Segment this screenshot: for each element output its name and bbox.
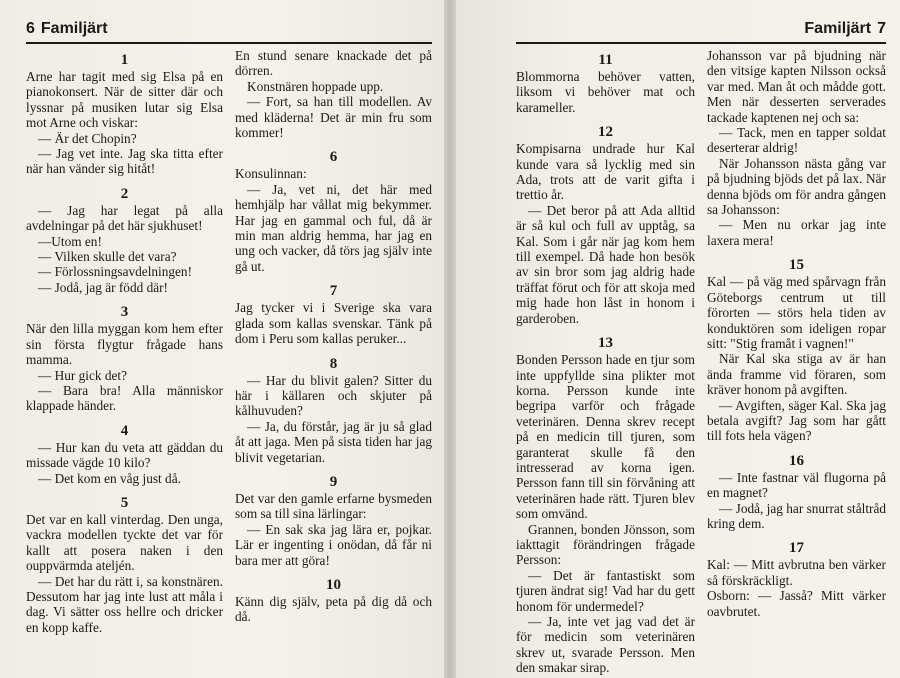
- paragraph: — Det har du rätt i, sa konstnären. Dessutom har jag inte lust att måla i dag. Vi sätter oss hellre och dricker en kopp kaffe.: [26, 573, 223, 635]
- paragraph: Jag tycker vi i Sverige ska vara glada som kallas svenskar. Tänk på dom i Peru som kallas peruker...: [235, 300, 432, 347]
- running-title: Familjärt: [804, 20, 872, 37]
- joke-number: 5: [120, 494, 129, 511]
- paragraph: —Utom en!: [38, 233, 102, 249]
- joke-number: 16: [789, 452, 804, 469]
- joke-section: [26, 422, 223, 486]
- text-columns: [26, 48, 432, 643]
- paragraph: — Jodå, jag är född där!: [38, 279, 168, 295]
- joke-section: [26, 303, 223, 413]
- paragraph: — Det kom en våg just då.: [38, 470, 181, 486]
- joke-number: 17: [789, 540, 804, 557]
- paragraph: — En sak ska jag lära er, pojkar. Lär er ingenting i onödan, då får ni bara mer att göra!: [235, 521, 432, 568]
- joke-section: [235, 148, 432, 274]
- paragraph: — Hur kan du veta att gäddan du missade vägde 10 kilo?: [26, 439, 223, 471]
- header-rule: [26, 42, 432, 44]
- paragraph: Konstnären hoppade upp.: [247, 78, 384, 94]
- text-column: [26, 48, 223, 643]
- paragraph: Arne har tagit med sig Elsa på en pianokonsert. När de sitter där och lyssnar på musiken lutar sig Elsa mot Arne och viskar:: [26, 69, 223, 131]
- book-gutter: [444, 0, 456, 678]
- joke-number: 8: [329, 355, 338, 372]
- paragraph: — Inte fastnar väl flugorna på en magnet?: [707, 469, 886, 501]
- joke-number: 10: [326, 576, 341, 593]
- joke-section: [707, 452, 886, 532]
- text-column: [516, 48, 695, 678]
- paragraph: — Är det Chopin?: [38, 130, 137, 146]
- paragraph: — Jag har legat på alla avdelningar på det här sjukhuset!: [26, 202, 223, 234]
- text-column: [235, 48, 432, 643]
- joke-number: 1: [120, 52, 129, 68]
- page-number: 6: [26, 20, 35, 37]
- paragraph: — Bara bra! Alla människor klappade händer.: [26, 382, 223, 414]
- paragraph: — Vilken skulle det vara?: [38, 249, 177, 265]
- paragraph: Blommorna behöver vatten, liksom vi behöver mat och karameller.: [516, 69, 695, 115]
- joke-number: 4: [120, 422, 129, 439]
- paragraph: När Kal ska stiga av är han ända framme vid föraren, som kräver honom på avgiften.: [707, 351, 886, 398]
- paragraph: — Men nu orkar jag inte laxera mera!: [707, 217, 886, 248]
- paragraph: Det var en kall vinterdag. Den unga, vackra modellen tyckte det var för kallt att posera naken i den ouppvärmda ateljén.: [26, 511, 223, 574]
- page-header: [516, 20, 886, 40]
- joke-section: [707, 48, 886, 248]
- paragraph: Grannen, bonden Jönsson, som iakttagit förändringen frågade Persson:: [516, 521, 695, 568]
- joke-section: [707, 539, 886, 619]
- joke-number: 6: [329, 149, 338, 166]
- paragraph: En stund senare knackade det på dörren.: [235, 48, 432, 79]
- paragraph: — Avgiften, säger Kal. Ska jag betala avgift? Jag som har gått till fots hela vägen?: [707, 397, 886, 444]
- page-number: 7: [877, 20, 886, 37]
- paragraph: — Jag vet inte. Jag ska titta efter när han vänder sig hitåt!: [26, 146, 223, 177]
- paragraph: — Det är fantastiskt som tjuren ändrat sig! Vad har du gett honom för undermedel?: [516, 567, 695, 614]
- running-title: Familjärt: [40, 20, 108, 37]
- paragraph: Kompisarna undrade hur Kal kunde vara så lycklig med sin Ada, trots att de varit gifta i trettio år.: [516, 141, 695, 203]
- paragraph: När den lilla myggan kom hem efter sin första flygtur frågade hans mamma.: [26, 321, 223, 368]
- joke-number: 12: [598, 124, 613, 141]
- joke-section: [707, 256, 886, 443]
- paragraph: — Jodå, jag har snurrat ståltråd kring dem.: [707, 500, 886, 531]
- joke-section: [235, 355, 432, 465]
- paragraph: — Ja, vet ni, det här med hemhjälp har vållat mig bekymmer. Har jag en gammal och ful, då är min man aldrig hemma, har jag en ung och vacker, då törs jag själv inte gå ut.: [235, 181, 432, 274]
- paragraph: — Hur gick det?: [38, 367, 127, 383]
- joke-section: [26, 51, 223, 177]
- paragraph: Det var den gamle erfarne bysmeden som sa till sina lärlingar:: [235, 490, 432, 522]
- joke-section: [516, 334, 695, 676]
- joke-section: [26, 494, 223, 635]
- paragraph: — Ja, du förstår, jag är ju så glad åt att jaga. Men på sista tiden har jag blivit vegetarian.: [235, 418, 432, 465]
- joke-number: 7: [329, 283, 338, 300]
- joke-number: 11: [598, 52, 613, 68]
- paragraph: Konsulinnan:: [235, 166, 307, 182]
- paragraph: — Ja, inte vet jag vad det är för medicin som veterinären skrev ut, svarade Persson. Men den smakar sirap.: [516, 614, 695, 676]
- header-rule: [516, 42, 886, 44]
- paragraph: — Fort, sa han till modellen. Av med kläderna! Det är min fru som kommer!: [235, 94, 432, 141]
- paragraph: — Har du blivit galen? Sitter du här i källaren och skjuter på kålhuvuden?: [235, 372, 432, 419]
- paragraph: — Det beror på att Ada alltid är så kul och full av upptåg, sa Kal. Som i går när jag kom hem till exempel. Då hade hon besök av sin bror som jag aldrig hade träffat förut och för att skoja med mig hade hon låst in honom i garderoben.: [516, 202, 695, 326]
- paragraph: Osborn: — Jasså? Mitt värker oavbrutet.: [707, 588, 886, 619]
- joke-section: [235, 576, 432, 625]
- joke-section: [235, 48, 432, 140]
- joke-number: 2: [120, 185, 129, 202]
- paragraph: Kal: — Mitt avbrutna ben värker så förskräckligt.: [707, 557, 886, 588]
- paragraph: Känn dig själv, peta på dig då och då.: [235, 593, 432, 625]
- joke-number: 9: [329, 473, 338, 490]
- paragraph: — Tack, men en tapper soldat deserterar aldrig!: [707, 125, 886, 156]
- joke-number: 13: [598, 335, 613, 352]
- left-page: [0, 0, 444, 678]
- page-header: [26, 20, 432, 40]
- joke-number: 15: [789, 257, 804, 274]
- text-column: [707, 48, 886, 678]
- joke-section: [516, 123, 695, 326]
- paragraph: — Förlossningsavdelningen!: [38, 264, 193, 280]
- joke-number: 3: [120, 304, 129, 321]
- joke-section: [235, 473, 432, 568]
- joke-section: [26, 185, 223, 295]
- paragraph: Kal — på väg med spårvagn från Göteborgs centrum ut till förorten — störs hela tiden av konduktören som ideligen ropar sitt: "Stig framåt i vagnen!": [707, 274, 886, 351]
- joke-section: [516, 51, 695, 115]
- text-columns: [516, 48, 886, 678]
- paragraph: Bonden Persson hade en tjur som inte uppfyllde sina plikter mot korna. Persson kunde inte begripa varför och frågade veterinären. Denna skrev recept på en medicin till tjuren, som garanterat skulle få den intresserad av korna igen. Persson fann till sin förvåning att veterinären hade rätt. Tjuren blev som omvänd.: [516, 352, 695, 522]
- joke-section: [235, 282, 432, 346]
- paragraph: Johansson var på bjudning när den vitsige kapten Nilsson också var med. Man åt och mådde gott. Men när desserten serverades tackade kaptenen nej och sa:: [707, 48, 886, 125]
- paragraph: När Johansson nästa gång var på bjudning bjöds det på lax. När denna bjöds om för andra gången sa Johansson:: [707, 155, 886, 218]
- right-page: [456, 0, 900, 678]
